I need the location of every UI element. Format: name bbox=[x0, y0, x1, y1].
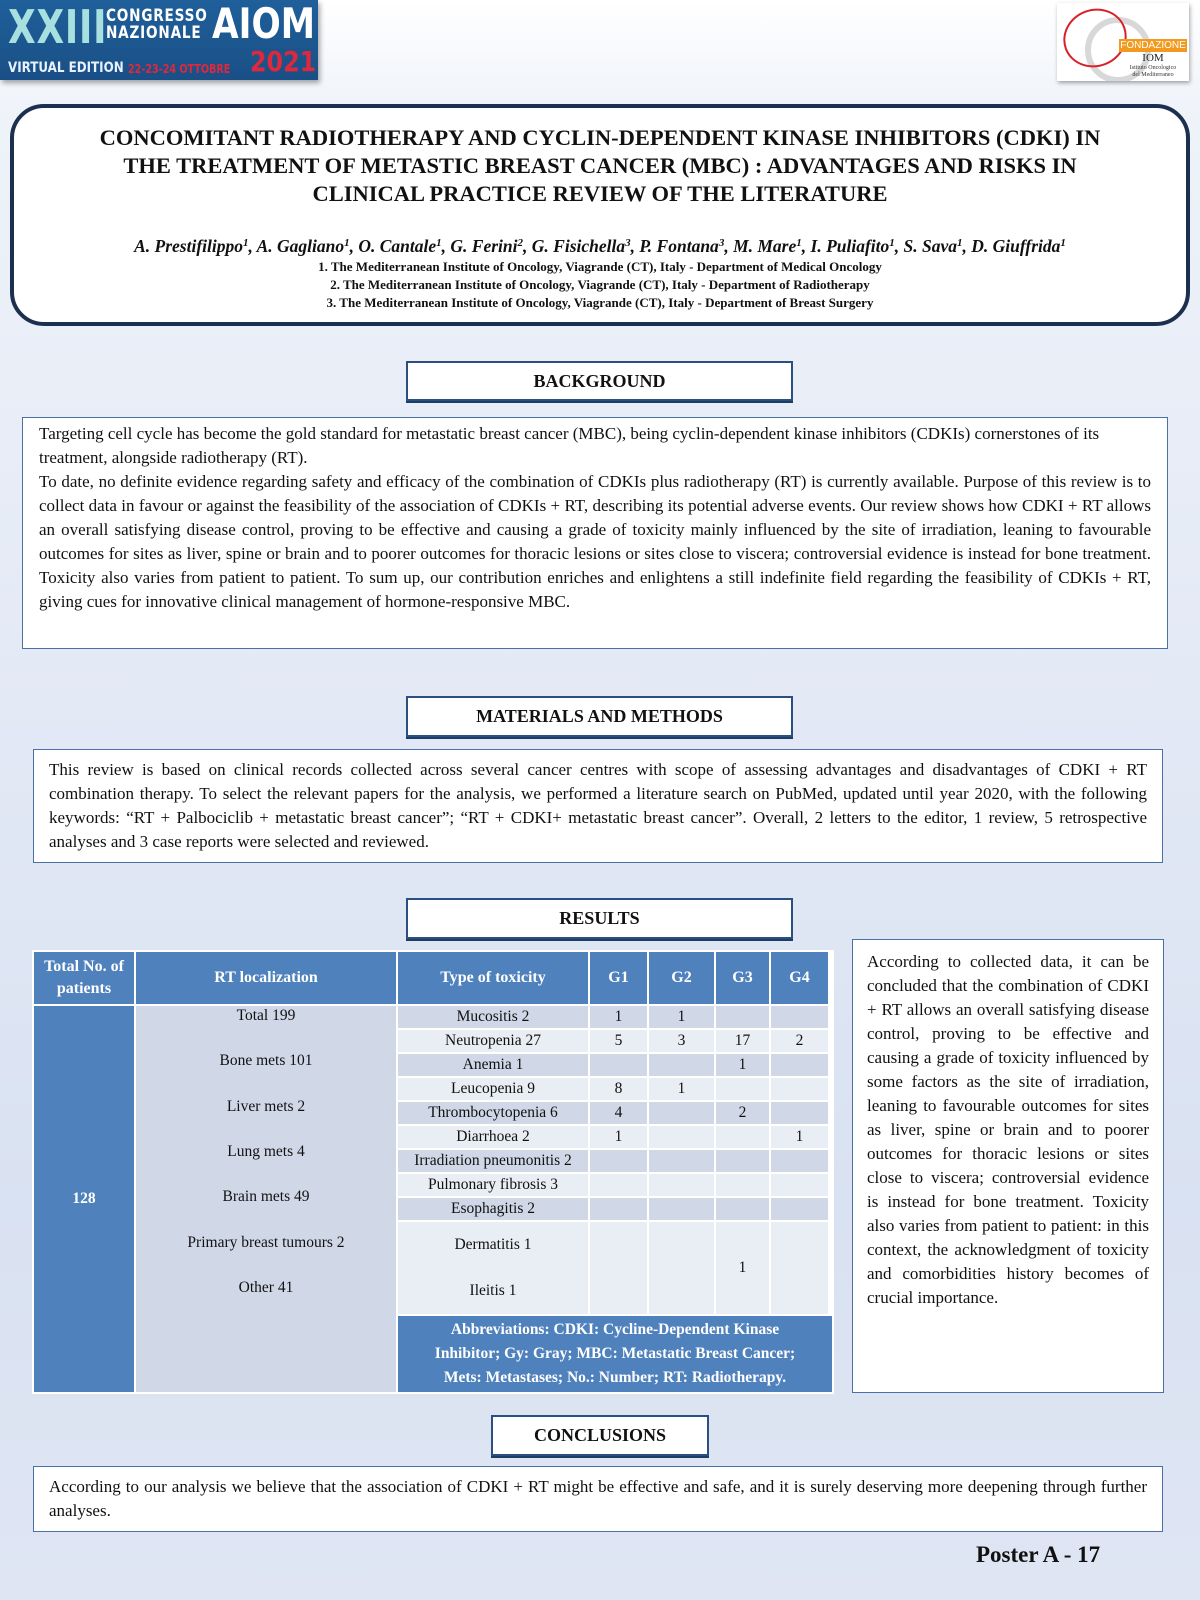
column-header: G2 bbox=[649, 952, 714, 1004]
grade-value bbox=[649, 1222, 714, 1314]
affiliation-1: 1. The Mediterranean Institute of Oncology, Viagrande (CT), Italy - Department of Medical Oncology bbox=[318, 259, 882, 274]
fondazione-label: FONDAZIONE bbox=[1120, 40, 1186, 51]
grade-value bbox=[716, 1126, 769, 1148]
toxicity-type: Neutropenia 27 bbox=[398, 1030, 588, 1052]
edition-number: XXIII bbox=[8, 0, 108, 54]
aiom-congress-logo bbox=[0, 0, 318, 80]
rt-localization-item: Bone mets 101 bbox=[219, 1052, 313, 1070]
grade-value bbox=[649, 1150, 714, 1172]
fondazione-iom-logo bbox=[1057, 3, 1189, 81]
grade-value bbox=[590, 1198, 647, 1220]
title-line: THE TREATMENT OF METASTIC BREAST CANCER (MBC) : ADVANTAGES AND RISKS IN bbox=[123, 153, 1077, 178]
toxicity-type: Thrombocytopenia 6 bbox=[398, 1102, 588, 1124]
title-line: CLINICAL PRACTICE REVIEW OF THE LITERATURE bbox=[312, 181, 888, 206]
toxicity-type: Ileitis 1 bbox=[469, 1282, 517, 1299]
grade-value bbox=[716, 1078, 769, 1100]
toxicity-type: Leucopenia 9 bbox=[398, 1078, 588, 1100]
column-header: RT localization bbox=[136, 952, 396, 1004]
conclusions-text-box bbox=[33, 1466, 1163, 1532]
conclusions-paragraph: According to our analysis we believe that the association of CDKI + RT might be effective and safe, and it is surely deserving more deepening through further analyses. bbox=[49, 1477, 1147, 1520]
affiliation-marker: 1 bbox=[889, 237, 895, 249]
methods-text-box bbox=[33, 749, 1163, 863]
toxicity-type: Dermatitis 1 bbox=[454, 1236, 532, 1253]
grade-value bbox=[716, 1198, 769, 1220]
results-summary-box bbox=[852, 939, 1164, 1393]
grade-value bbox=[649, 1054, 714, 1076]
rt-localization-list bbox=[136, 1006, 396, 1298]
grade-value: 1 bbox=[716, 1054, 769, 1076]
column-header: G3 bbox=[716, 952, 769, 1004]
toxicity-type: Diarrhoea 2 bbox=[398, 1126, 588, 1148]
congress-line-1: CONGRESSO bbox=[106, 6, 208, 26]
affiliation-marker: 1 bbox=[796, 237, 802, 249]
toxicity-table bbox=[32, 950, 834, 1394]
grade-value bbox=[590, 1222, 647, 1314]
grade-value bbox=[771, 1174, 828, 1196]
results-summary-text: According to collected data, it can be concluded that the combination of CDKI + RT allows an overall satisfying disease control, proving to be effective and causing a grade of toxicity influenced by some factors as the site of irradiation, leaning to favourable outcomes for sites as liver, spine or brain and to poorer outcomes for thoracic lesions or sites close to viscera; controversial evidence is instead for bone treatment. Toxicity also varies from patient to patient: in this context, the acknowledgment of toxicity and comorbidities history becomes of crucial importance. bbox=[867, 952, 1149, 1307]
iom-subtitle-line-2: del Mediterraneo bbox=[1132, 72, 1174, 78]
grade-value: 17 bbox=[716, 1030, 769, 1052]
grade-value bbox=[771, 1222, 828, 1314]
rt-localization-item: Total 199 bbox=[236, 1007, 296, 1024]
grade-value bbox=[716, 1150, 769, 1172]
author-list: A. Prestifilippo$^1$, A. Gagliano$^1$, O. Cantale$^1$, G. Ferini$^2$, G. Fisichella$^3$, P. Fontana$^3$, M. Mare$^1$, I. Puliafito$^1$, S. Sava$^1$, D. Giuffrida$^1$ bbox=[134, 236, 1066, 256]
affiliation-marker: 1 bbox=[1060, 237, 1066, 249]
poster-id: Poster A - 17 bbox=[976, 1542, 1101, 1567]
methods-heading: MATERIALS AND METHODS bbox=[406, 696, 793, 737]
grade-value bbox=[771, 1150, 828, 1172]
methods-paragraph: This review is based on clinical records collected across several cancer centres with scope of assessing advantages and disadvantages of CDKI + RT combination therapy. To select the relevant papers for the analysis, we performed a literature search on PubMed, updated until year 2020, with the following keywords: “RT + Palbociclib + metastatic breast cancer”; “RT + CDKI+ metastatic breast cancer”. Overall, 2 letters to the editor, 1 review, 5 retrospective analyses and 3 case reports were selected and reviewed. bbox=[49, 760, 1147, 851]
affiliation-marker: 2 bbox=[517, 237, 524, 249]
author: G. Fisichella$^3$ bbox=[531, 236, 631, 256]
congress-dates: 22-23-24 OTTOBRE bbox=[128, 62, 231, 76]
abbreviations-text: Abbreviations: CDKI: Cycline-Dependent Kinase Inhibitor; Gy: Gray; MBC: Metastatic Breast Cancer; Mets: Metastases; No.: Number; RT: Radiotherapy. bbox=[398, 1316, 832, 1392]
conclusions-heading: CONCLUSIONS bbox=[491, 1415, 709, 1456]
grade-value bbox=[649, 1102, 714, 1124]
grade-value bbox=[590, 1054, 647, 1076]
rt-localization-item: Brain mets 49 bbox=[222, 1188, 310, 1206]
author: P. Fontana$^3$ bbox=[639, 236, 725, 256]
column-header: G1 bbox=[590, 952, 647, 1004]
column-header: G4 bbox=[771, 952, 828, 1004]
background-text-box bbox=[22, 417, 1168, 649]
toxicity-type: Pulmonary fibrosis 3 bbox=[398, 1174, 588, 1196]
grade-value: 3 bbox=[649, 1030, 714, 1052]
rt-localization-cell bbox=[136, 1006, 396, 1392]
grade-value: 1 bbox=[590, 1006, 647, 1028]
grade-value bbox=[649, 1198, 714, 1220]
grade-value: 4 bbox=[590, 1102, 647, 1124]
author: D. Giuffrida$^1$ bbox=[971, 236, 1066, 256]
rt-localization-item: Liver mets 2 bbox=[226, 1097, 306, 1115]
author: A. Prestifilippo$^1$ bbox=[134, 236, 249, 256]
congress-line-2: NAZIONALE bbox=[106, 23, 202, 43]
rt-localization-item: Other 41 bbox=[238, 1278, 294, 1296]
affiliation-marker: 3 bbox=[625, 237, 631, 249]
rt-localization-item: Lung mets 4 bbox=[227, 1142, 305, 1160]
title-panel bbox=[10, 104, 1190, 326]
table-row bbox=[34, 1006, 832, 1028]
congress-year: 2021 bbox=[250, 45, 317, 78]
background-heading: BACKGROUND bbox=[406, 361, 793, 401]
toxicity-type: Irradiation pneumonitis 2 bbox=[398, 1150, 588, 1172]
author: S. Sava$^1$ bbox=[903, 236, 963, 256]
total-patients-cell: 128 bbox=[34, 1006, 134, 1392]
virtual-edition-label: VIRTUAL EDITION bbox=[8, 60, 124, 76]
affiliation-2: 2. The Mediterranean Institute of Oncology, Viagrande (CT), Italy - Department of Radiotherapy bbox=[330, 277, 870, 292]
grade-value bbox=[590, 1174, 647, 1196]
toxicity-type-merged bbox=[398, 1222, 588, 1314]
column-header: Type of toxicity bbox=[398, 952, 588, 1004]
affiliation-marker: 1 bbox=[344, 237, 350, 249]
grade-value bbox=[771, 1006, 828, 1028]
author: O. Cantale$^1$ bbox=[358, 236, 442, 256]
toxicity-type: Esophagitis 2 bbox=[398, 1198, 588, 1220]
grade-value bbox=[649, 1174, 714, 1196]
grade-value: 5 bbox=[590, 1030, 647, 1052]
author: M. Mare$^1$ bbox=[733, 236, 802, 256]
grade-value bbox=[771, 1078, 828, 1100]
aiom-wordmark: AIOM bbox=[212, 0, 316, 48]
grade-value: 1 bbox=[590, 1126, 647, 1148]
column-header: Total No. of patients bbox=[34, 952, 134, 1004]
grade-value bbox=[771, 1198, 828, 1220]
affiliation-3: 3. The Mediterranean Institute of Oncology, Viagrande (CT), Italy - Department of Breast Surgery bbox=[326, 295, 874, 310]
grade-value bbox=[771, 1102, 828, 1124]
congress-label bbox=[106, 8, 208, 42]
toxicity-type: Mucositis 2 bbox=[398, 1006, 588, 1028]
grade-value: 2 bbox=[716, 1102, 769, 1124]
grade-value bbox=[649, 1126, 714, 1148]
grade-value: 2 bbox=[771, 1030, 828, 1052]
table-header-row bbox=[34, 952, 832, 1004]
affiliation-marker: 1 bbox=[242, 237, 249, 249]
affiliation-marker: 1 bbox=[957, 237, 963, 249]
grade-value bbox=[716, 1006, 769, 1028]
poster-title bbox=[44, 124, 1156, 208]
iom-subtitle-line-1: Istituto Oncologico bbox=[1129, 65, 1177, 71]
background-paragraph: To date, no definite evidence regarding safety and efficacy of the combination of CDKIs plus radiotherapy (RT) is currently available. Purpose of this review is to collect data in favour or against the feasibility of the association of CDKIs + RT, describing its potential adverse events. Our review shows how CDKI + RT allows an overall satisfying disease control, proving to be effective and causing a grade of toxicity mainly influenced by the site of irradiation, leaning to favourable outcomes for sites as liver, spine or brain and to poorer outcomes for thoracic lesions or sites close to viscera; controversial evidence is instead for bone treatment. Toxicity also varies from patient to patient. To sum up, our contribution enriches and enlightens a still indefinite field regarding the feasibility of CDKIs + RT, giving cues for innovative clinical management of hormone-responsive MBC. bbox=[39, 472, 1151, 611]
grade-value bbox=[771, 1054, 828, 1076]
iom-label: IOM bbox=[1142, 52, 1164, 64]
results-heading: RESULTS bbox=[406, 898, 793, 939]
author: I. Puliafito$^1$ bbox=[810, 236, 895, 256]
grade-value: 1 bbox=[716, 1222, 769, 1314]
affiliation-marker: 3 bbox=[718, 237, 725, 249]
title-line: CONCOMITANT RADIOTHERAPY AND CYCLIN-DEPENDENT KINASE INHIBITORS (CDKI) IN bbox=[99, 125, 1101, 150]
affiliation-marker: 1 bbox=[436, 237, 442, 249]
grade-value: 1 bbox=[649, 1006, 714, 1028]
grade-value: 1 bbox=[771, 1126, 828, 1148]
grade-value bbox=[590, 1150, 647, 1172]
grade-value: 1 bbox=[649, 1078, 714, 1100]
grade-value: 8 bbox=[590, 1078, 647, 1100]
author: G. Ferini$^2$ bbox=[450, 236, 524, 256]
rt-localization-item: Primary breast tumours 2 bbox=[187, 1233, 345, 1251]
iom-subtitle bbox=[1119, 65, 1187, 79]
author: A. Gagliano$^1$ bbox=[256, 236, 350, 256]
grade-value bbox=[716, 1174, 769, 1196]
background-paragraph: Targeting cell cycle has become the gold standard for metastatic breast cancer (MBC), being cyclin-dependent kinase inhibitors (CDKIs) cornerstones of its treatment, alongside radiotherapy (RT). bbox=[39, 424, 1100, 467]
toxicity-type: Anemia 1 bbox=[398, 1054, 588, 1076]
